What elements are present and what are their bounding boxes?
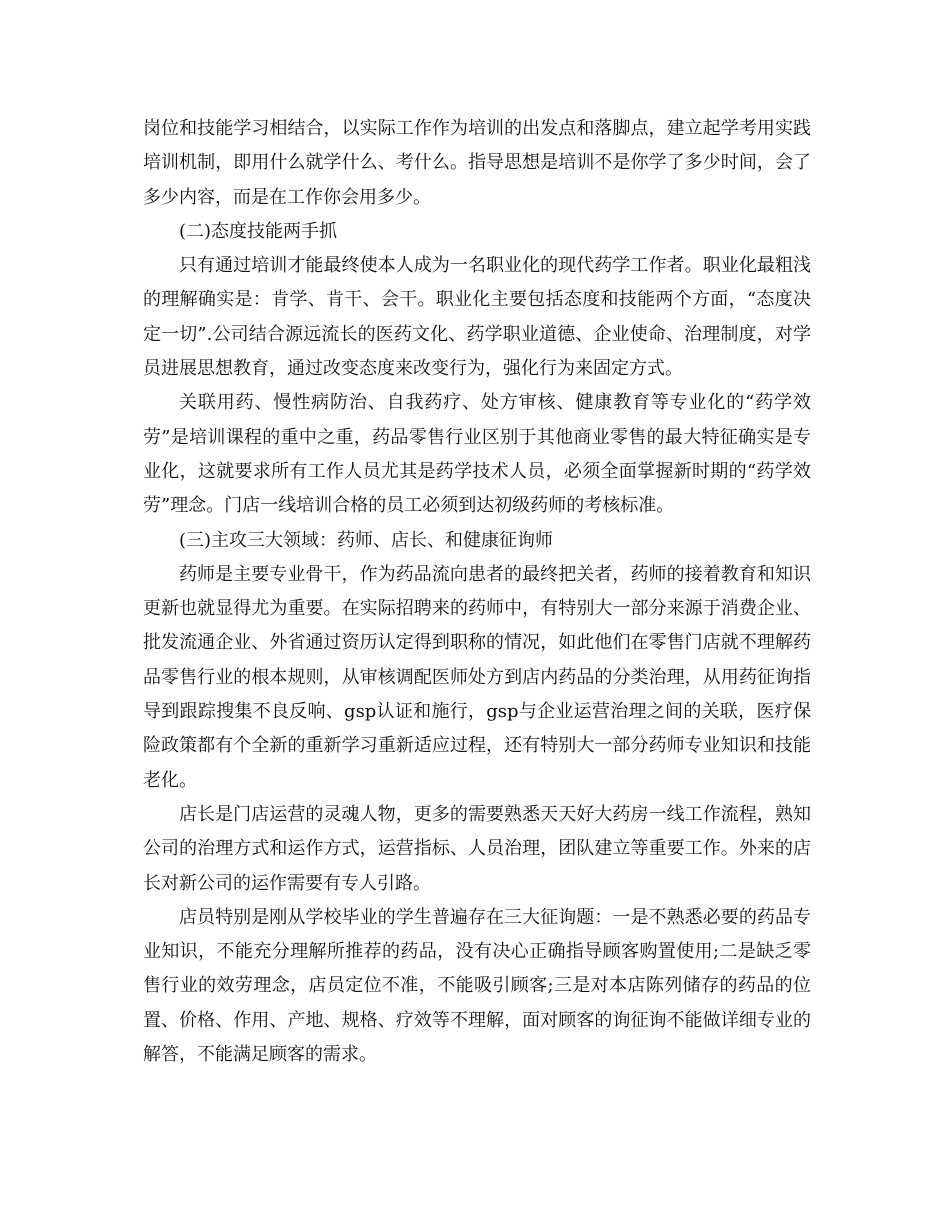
section-heading-2: (二)态度技能两手抓 [179,220,338,242]
paragraph-store-clerk: 店员特别是刚从学校毕业的学生普遍存在三大征询题：一是不熟悉必要的药品专业知识，不能充分理解所推荐的药品，没有决心正确指导顾客购置使用;二是缺乏零售行业的效劳理念，店员定位不准，不能吸引顾客;三是对本店陈列储存的药品的位置、价格、作用、产地、规格、疗效等不理解，面对顾客的询征询不能做详细专业的解答，不能满足顾客的需求。 [143,906,811,1066]
paragraph-pharmacist: 药师是主要专业骨干，作为药品流向患者的最终把关者，药师的接着教育和知识更新也就显得尤为重要。在实际招聘来的药师中，有特别大一部分来源于消费企业、批发流通企业、外省通过资历认定得到职称的情况，如此他们在零售门店就不理解药品零售行业的根本规则，从审核调配医师处方到店内药品的分类治理，从用药征询指导到跟踪搜集不良反响、gsp认证和施行，gsp与企业运营治理之间的关联，医疗保险政策都有个全新的重新学习重新适应过程，还有特别大一部分药师专业知识和技能老化。 [143,563,811,791]
paragraph-store-manager: 店长是门店运营的灵魂人物，更多的需要熟悉天天好大药房一线工作流程，熟知公司的治理方式和运作方式，运营指标、人员治理，团队建立等重要工作。外来的店长对新公司的运作需要有专人引路。 [143,803,811,894]
paragraph-pharmacy-service: 关联用药、慢性病防治、自我药疗、处方审核、健康教育等专业化的“药学效劳”是培训课程的重中之重，药品零售行业区别于其他商业零售的最大特征确实是专业化，这就要求所有工作人员尤其是药学技术人员，必须全面掌握新时期的“药学效劳”理念。门店一线培训合格的员工必须到达初级药师的考核标准。 [143,392,811,517]
paragraph-attitude-skill: 只有通过培训才能最终使本人成为一名职业化的现代药学工作者。职业化最粗浅的理解确实是：肯学、肯干、会干。职业化主要包括态度和技能两个方面，“态度决定一切”.公司结合源远流长的医药文化、药学职业道德、企业使命、治理制度，对学员进展思想教育，通过改变态度来改变行为，强化行为来固定方式。 [143,255,811,380]
document-body [143,112,811,1072]
section-heading-3: (三)主攻三大领域：药师、店长、和健康征询师 [179,529,554,551]
paragraph-continuation: 岗位和技能学习相结合，以实际工作作为培训的出发点和落脚点，建立起学考用实践培训机制，即用什么就学什么、考什么。指导思想是培训不是你学了多少时间，会了多少内容，而是在工作你会用多少。 [143,118,811,208]
